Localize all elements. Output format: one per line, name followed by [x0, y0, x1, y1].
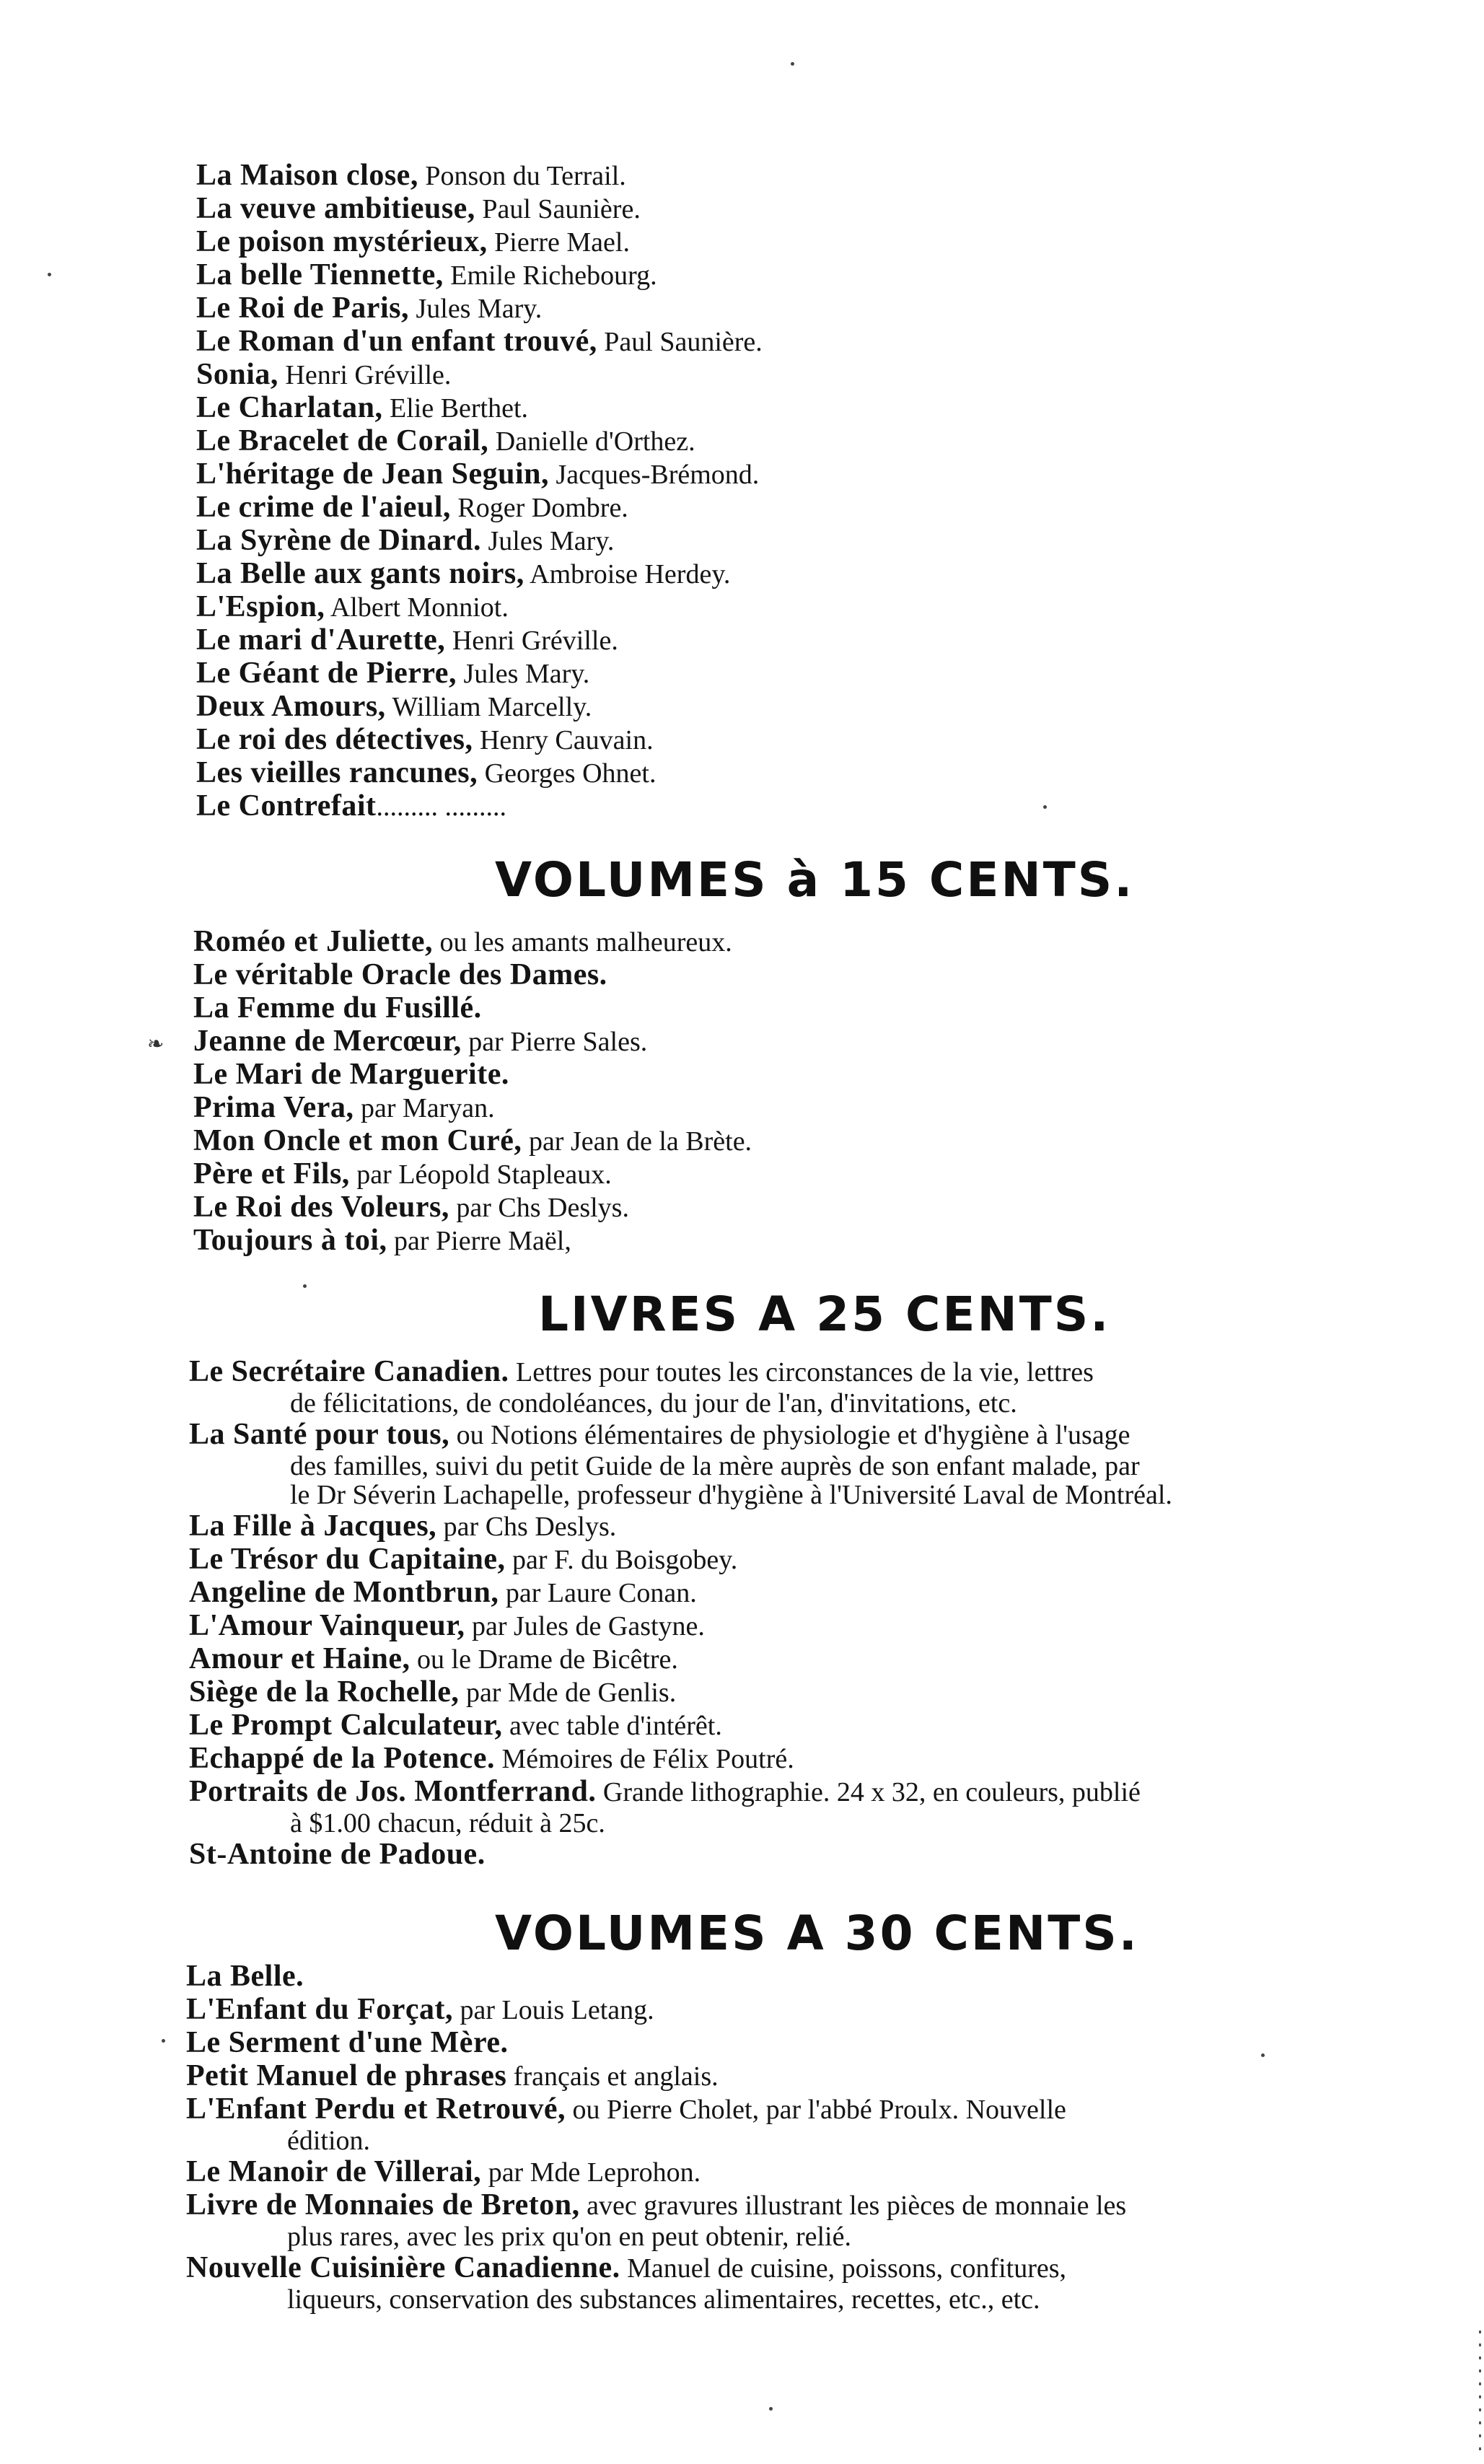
book-title: Le Prompt Calculateur, — [189, 1709, 503, 1742]
book-title: Le Géant de Pierre, — [196, 657, 457, 690]
book-title: La Fille à Jacques, — [189, 1509, 437, 1543]
book-description: Ambroise Herdey. — [524, 559, 731, 589]
book-description: par Jean de la Brète. — [522, 1126, 752, 1157]
book-entry — [186, 2251, 1478, 2314]
book-title: La Syrène de Dinard. — [196, 524, 482, 557]
book-entry — [193, 1224, 752, 1257]
book-title: Nouvelle Cuisinière Canadienne. — [186, 2251, 620, 2284]
book-title: L'Espion, — [196, 590, 325, 623]
book-title: Le Contrefait — [196, 789, 377, 823]
book-description: par Maryan. — [354, 1093, 495, 1123]
book-description: Albert Monniot. — [325, 592, 509, 623]
book-description: par Pierre Maël, — [387, 1226, 571, 1256]
book-title: Angeline de Montbrun, — [189, 1576, 499, 1609]
book-title: Roméo et Juliette, — [193, 925, 434, 958]
book-entry — [196, 192, 763, 225]
print-speck — [1043, 805, 1047, 809]
book-title: Siège de la Rochelle, — [189, 1675, 460, 1709]
book-title: Le mari d'Aurette, — [196, 623, 446, 657]
section-heading-15-cents: VOLUMES à 15 CENTS. — [495, 852, 1135, 908]
book-title: La veuve ambitieuse, — [196, 192, 475, 225]
book-entry — [186, 2155, 1478, 2188]
book-title: Le roi des détectives, — [196, 723, 473, 756]
book-description: Grande lithographie. 24 x 32, en couleurs, publié — [596, 1777, 1141, 1807]
hand-marker-icon: ❧ — [147, 1033, 164, 1056]
book-description: William Marcelly. — [385, 692, 592, 722]
book-description-continuation: des familles, suivi du petit Guide de la mère auprès de son enfant malade, par — [290, 1451, 1140, 1481]
book-description: Danielle d'Orthez. — [488, 426, 695, 457]
book-description: Jules Mary. — [481, 526, 615, 556]
book-entry — [196, 358, 763, 391]
book-description: Ponson du Terrail. — [418, 161, 626, 191]
book-title: Le Secrétaire Canadien. — [189, 1355, 509, 1388]
book-entry — [196, 723, 763, 756]
book-description-continuation: édition. — [287, 2126, 371, 2156]
book-entry — [193, 991, 752, 1025]
book-description: ou les amants malheureux. — [433, 927, 732, 957]
book-entry — [196, 524, 763, 557]
book-list-section-0 — [196, 159, 763, 823]
book-entry — [193, 958, 752, 991]
book-list-section-15-cents — [193, 925, 752, 1257]
book-description: Georges Ohnet. — [478, 758, 657, 789]
book-title: Amour et Haine, — [189, 1642, 410, 1675]
book-description: ou le Drame de Bicêtre. — [410, 1644, 678, 1675]
print-speck — [791, 62, 794, 66]
book-entry — [196, 258, 763, 291]
book-description: Manuel de cuisine, poissons, confitures, — [620, 2253, 1067, 2284]
book-entry — [186, 2188, 1478, 2251]
page-edge-dots — [1479, 2331, 1481, 2460]
book-description: par Jules de Gastyne. — [465, 1611, 705, 1641]
book-title: Le Serment d'une Mère. — [186, 2026, 509, 2059]
book-description: par Mde de Genlis. — [459, 1678, 677, 1708]
book-entry — [196, 291, 763, 325]
book-entry — [193, 1191, 752, 1224]
book-description: Elie Berthet. — [382, 393, 529, 424]
book-entry — [189, 1576, 1473, 1609]
book-title: La belle Tiennette, — [196, 258, 444, 291]
book-entry — [193, 1025, 752, 1058]
book-description: par Louis Letang. — [453, 1995, 654, 2025]
book-entry — [196, 325, 763, 358]
print-speck — [303, 1284, 307, 1288]
book-description: Henri Gréville. — [445, 626, 618, 656]
book-entry — [186, 2026, 1478, 2059]
book-description: Mémoires de Félix Poutré. — [494, 1744, 794, 1774]
book-list-section-30-cents — [186, 1960, 1478, 2314]
book-title: Le poison mystérieux, — [196, 225, 488, 258]
book-title: La Maison close, — [196, 159, 418, 192]
book-entry — [193, 1091, 752, 1124]
book-entry — [189, 1355, 1473, 1418]
book-title: La Femme du Fusillé. — [193, 991, 482, 1025]
book-description: Jules Mary. — [456, 659, 590, 689]
print-speck — [769, 2407, 773, 2411]
book-entry — [189, 1418, 1473, 1509]
book-description-continuation: de félicitations, de condoléances, du jour de l'an, d'invitations, etc. — [290, 1388, 1017, 1419]
book-title: L'héritage de Jean Seguin, — [196, 457, 550, 491]
book-entry — [189, 1675, 1473, 1709]
book-description: Henri Gréville. — [278, 360, 452, 390]
book-title: Echappé de la Potence. — [189, 1742, 495, 1775]
book-entry — [189, 1709, 1473, 1742]
book-description: Lettres pour toutes les circonstances de la vie, lettres — [509, 1357, 1094, 1387]
book-title: Mon Oncle et mon Curé, — [193, 1124, 522, 1157]
book-description: par F. du Boisgobey. — [505, 1545, 738, 1575]
book-entry — [196, 159, 763, 192]
book-description-continuation: plus rares, avec les prix qu'on en peut obtenir, relié. — [287, 2222, 851, 2252]
book-title: Le Mari de Marguerite. — [193, 1058, 509, 1091]
book-entry — [189, 1838, 1473, 1871]
book-description: ......... ......... — [376, 792, 506, 822]
book-entry — [193, 925, 752, 958]
book-entry — [189, 1609, 1473, 1642]
book-title: Livre de Monnaies de Breton, — [186, 2188, 580, 2222]
book-title: Les vieilles rancunes, — [196, 756, 478, 789]
book-entry — [196, 424, 763, 457]
book-title: Le Bracelet de Corail, — [196, 424, 489, 457]
book-title: Deux Amours, — [196, 690, 386, 723]
book-entry — [186, 2059, 1478, 2092]
book-title: Le véritable Oracle des Dames. — [193, 958, 607, 991]
print-speck — [48, 273, 51, 276]
book-description-continuation: à $1.00 chacun, réduit à 25c. — [290, 1808, 605, 1838]
book-description: avec gravures illustrant les pièces de monnaie les — [579, 2191, 1127, 2221]
book-description: Henry Cauvain. — [473, 725, 654, 755]
book-title: Prima Vera, — [193, 1091, 354, 1124]
book-title: Le Trésor du Capitaine, — [189, 1543, 506, 1576]
book-description: par Pierre Sales. — [461, 1027, 648, 1057]
book-description: par Chs Deslys. — [436, 1512, 617, 1542]
book-title: Le Roi des Voleurs, — [193, 1191, 449, 1224]
section-heading-25-cents: LIVRES A 25 CENTS. — [538, 1286, 1111, 1342]
book-description: Jacques-Brémond. — [549, 460, 760, 490]
book-entry — [196, 590, 763, 623]
book-entry — [186, 2092, 1478, 2155]
book-entry — [196, 457, 763, 491]
book-description: Paul Saunière. — [597, 327, 763, 357]
book-entry — [196, 756, 763, 789]
book-title: Le Roman d'un enfant trouvé, — [196, 325, 597, 358]
book-description-continuation: le Dr Séverin Lachapelle, professeur d'hygiène à l'Université Laval de Montréal. — [290, 1480, 1172, 1510]
book-title: Père et Fils, — [193, 1157, 350, 1191]
book-title: Toujours à toi, — [193, 1224, 387, 1257]
book-title: Sonia, — [196, 358, 278, 391]
book-description: ou Pierre Cholet, par l'abbé Proulx. Nouvelle — [566, 2095, 1066, 2125]
book-title: L'Amour Vainqueur, — [189, 1609, 465, 1642]
book-entry — [189, 1742, 1473, 1775]
book-description-continuation: liqueurs, conservation des substances alimentaires, recettes, etc., etc. — [287, 2284, 1040, 2315]
book-title: Jeanne de Mercœur, — [193, 1025, 462, 1058]
book-entry — [189, 1543, 1473, 1576]
book-title: La Belle. — [186, 1960, 304, 1993]
print-speck — [1261, 2053, 1265, 2057]
book-entry — [193, 1124, 752, 1157]
book-title: Petit Manuel de phrases — [186, 2059, 507, 2092]
book-entry — [189, 1642, 1473, 1675]
book-title: La Santé pour tous, — [189, 1418, 450, 1451]
book-list-section-25-cents — [189, 1355, 1473, 1871]
book-description: Pierre Mael. — [487, 227, 630, 258]
book-description: ou Notions élémentaires de physiologie et d'hygiène à l'usage — [449, 1420, 1130, 1450]
book-title: St-Antoine de Padoue. — [189, 1838, 486, 1871]
book-title: La Belle aux gants noirs, — [196, 557, 524, 590]
book-title: Le crime de l'aieul, — [196, 491, 451, 524]
book-entry — [189, 1509, 1473, 1543]
book-description: avec table d'intérêt. — [502, 1711, 722, 1741]
book-description: par Laure Conan. — [499, 1578, 697, 1608]
book-entry — [196, 557, 763, 590]
book-entry — [189, 1775, 1473, 1838]
book-entry — [196, 391, 763, 424]
book-entry — [196, 789, 763, 823]
book-description: Jules Mary. — [408, 294, 543, 324]
book-title: Le Roi de Paris, — [196, 291, 409, 325]
book-entry — [196, 657, 763, 690]
book-description: par Chs Deslys. — [449, 1193, 629, 1223]
book-entry — [196, 623, 763, 657]
book-title: Le Charlatan, — [196, 391, 383, 424]
book-description: par Mde Leprohon. — [481, 2157, 701, 2188]
book-description: par Léopold Stapleaux. — [349, 1159, 612, 1190]
book-entry — [193, 1058, 752, 1091]
book-description: Paul Saunière. — [475, 194, 641, 224]
book-title: Portraits de Jos. Montferrand. — [189, 1775, 597, 1808]
book-entry — [196, 225, 763, 258]
print-speck — [162, 2039, 165, 2043]
book-entry — [196, 690, 763, 723]
book-entry — [193, 1157, 752, 1191]
book-description: Roger Dombre. — [450, 493, 628, 523]
book-description: Emile Richebourg. — [443, 260, 657, 291]
book-title: Le Manoir de Villerai, — [186, 2155, 482, 2188]
book-entry — [186, 1993, 1478, 2026]
book-entry — [196, 491, 763, 524]
section-heading-30-cents: VOLUMES A 30 CENTS. — [495, 1906, 1139, 1961]
book-title: L'Enfant Perdu et Retrouvé, — [186, 2092, 566, 2126]
book-entry — [186, 1960, 1478, 1993]
book-title: L'Enfant du Forçat, — [186, 1993, 454, 2026]
book-description: français et anglais. — [506, 2061, 719, 2092]
